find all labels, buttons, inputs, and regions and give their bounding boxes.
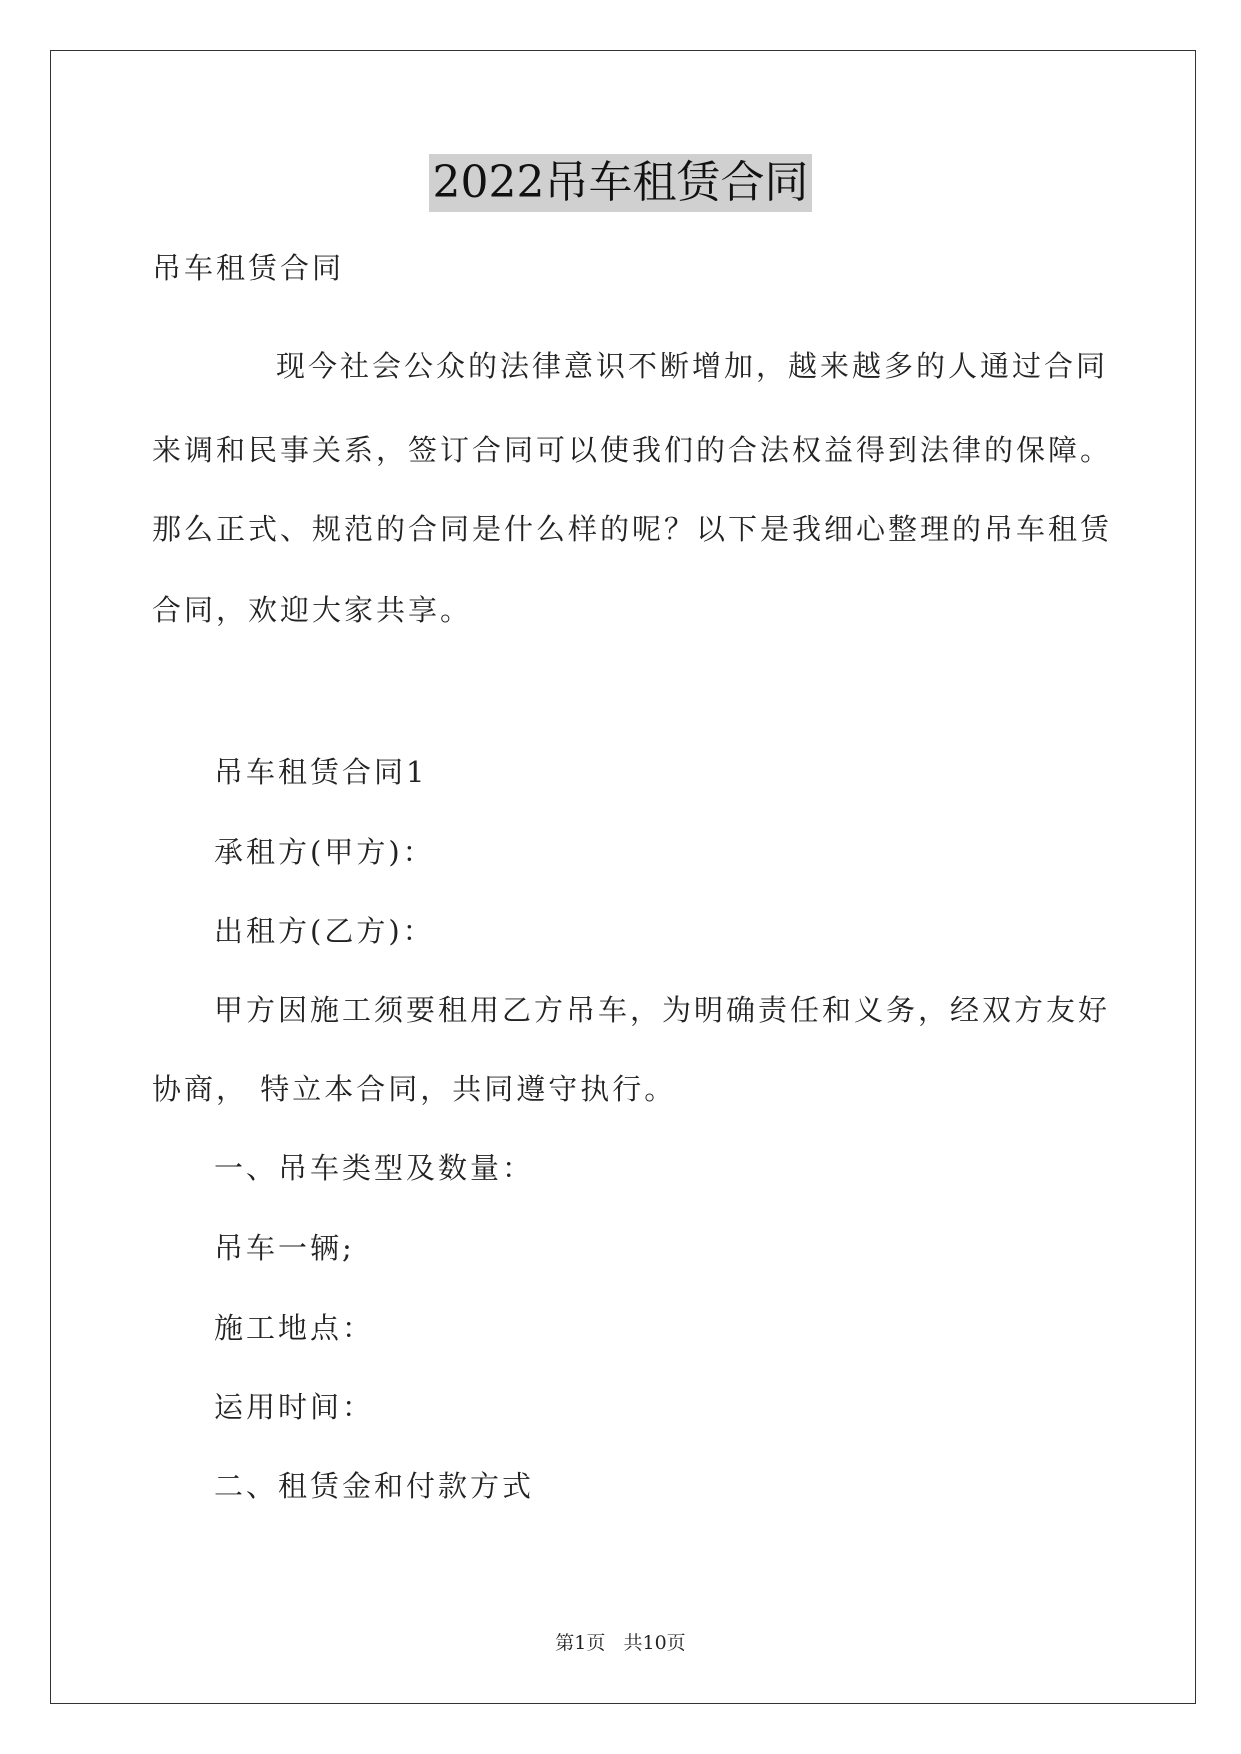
lessee-field: 承租方(甲方)：	[214, 835, 435, 869]
clause2-heading: 二、租赁金和付款方式	[214, 1469, 535, 1503]
intro-line-2: 来调和民事关系，签订合同可以使我们的合法权益得到法律的保障。	[152, 433, 1113, 467]
intro-line-1: 现今社会公众的法律意识不断增加，越来越多的人通过合同	[276, 349, 1109, 383]
clause1-heading: 一、吊车类型及数量：	[214, 1151, 535, 1185]
title-container	[0, 154, 1241, 212]
intro-line-3: 那么正式、规范的合同是什么样的呢？以下是我细心整理的吊车租赁	[152, 512, 1113, 546]
purpose-line-2: 协商， 特立本合同，共同遵守执行。	[152, 1072, 677, 1106]
usage-time: 运用时间：	[214, 1390, 375, 1424]
document-title: 2022吊车租赁合同	[429, 154, 813, 212]
crane-count: 吊车一辆;	[214, 1231, 355, 1265]
page-footer: 第1页 共10页	[555, 1632, 686, 1654]
intro-line-4: 合同，欢迎大家共享。	[152, 593, 473, 627]
section-heading: 吊车租赁合同1	[214, 755, 428, 789]
lessor-field: 出租方(乙方)：	[214, 914, 435, 948]
purpose-line-1: 甲方因施工须要租用乙方吊车，为明确责任和义务，经双方友好	[214, 993, 1111, 1027]
document-subtitle: 吊车租赁合同	[152, 251, 345, 285]
page-border	[50, 50, 1196, 1704]
construction-site: 施工地点：	[214, 1311, 375, 1345]
